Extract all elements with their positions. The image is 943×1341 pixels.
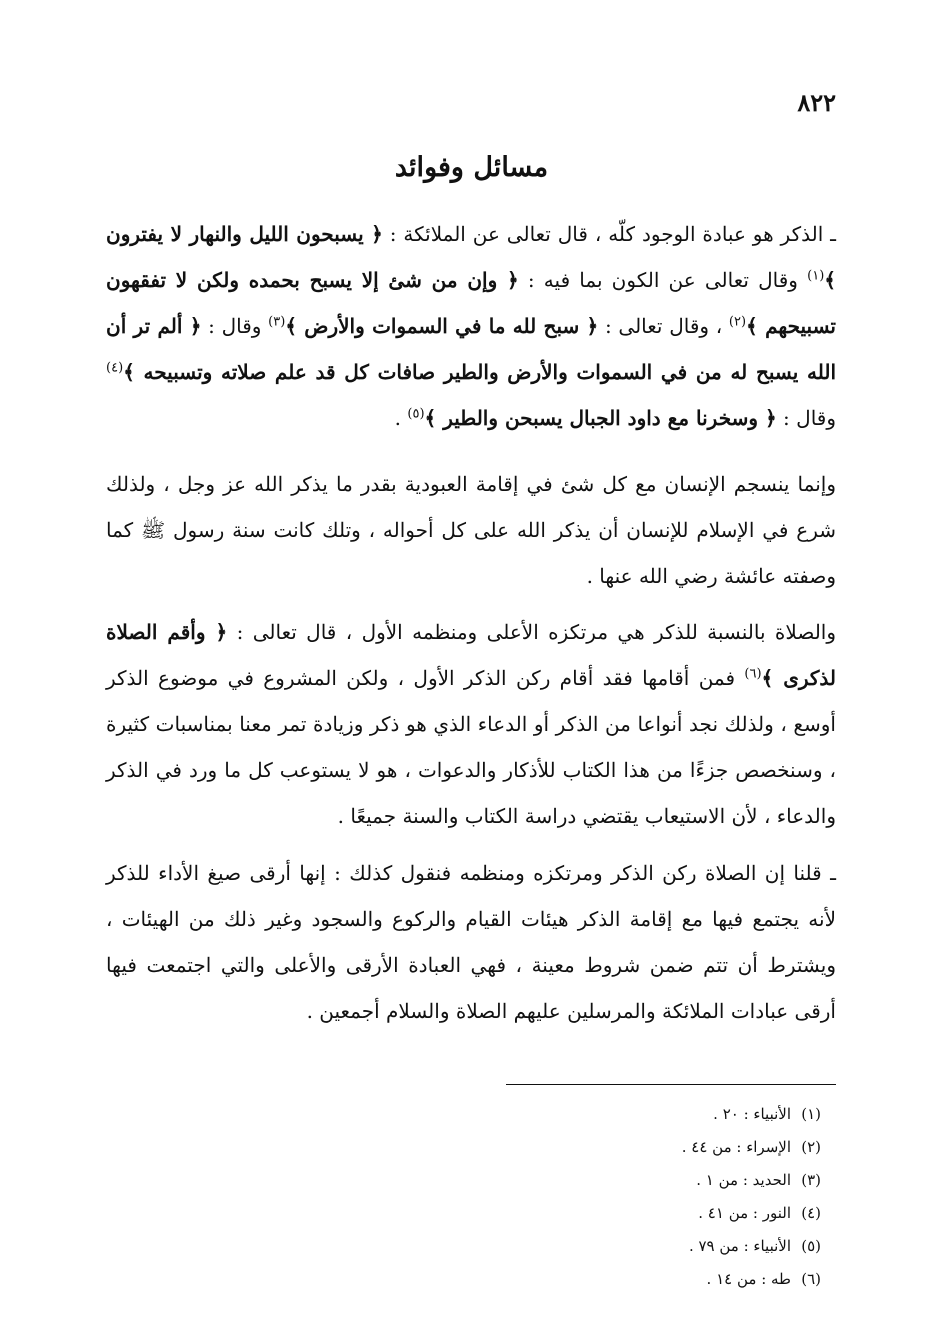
page-number: ٨٢٢ [797,88,836,117]
quran-verse: ﴿ وإن من شئ إلا يسبح بحمده ولكن لا تفقهون تسبيحهم ﴾ [106,268,836,338]
footnote-text: الأنبياء : ٢٠ . [713,1105,791,1123]
footnote-text: النور : من ٤١ . [698,1204,791,1222]
quran-verse: ﴿ وأقم الصلاة لذكرى ﴾ [106,620,836,690]
footnote-reference: (٣) [268,314,286,330]
footnote-divider [506,1084,836,1085]
paragraph-3 [106,609,836,839]
footnote-number: (١) [801,1105,821,1123]
footnote-item [682,1230,821,1263]
footnote-number: (٣) [801,1171,821,1189]
footnote-text: الأنبياء : من ٧٩ . [688,1237,791,1255]
footnote-number: (٦) [801,1270,821,1288]
footnote-item [682,1197,821,1230]
footnote-reference: (١) [807,268,825,284]
quran-verse: ﴿ وسخرنا مع داود الجبال يسبحن والطير ﴾ [424,406,777,430]
paragraph-text: وقال : [776,406,836,430]
footnote-number: (٢) [801,1138,821,1156]
footnote-number: (٥) [801,1237,821,1255]
footnote-text: الإسراء : من ٤٤ . [681,1138,791,1156]
paragraph-text: والصلاة بالنسبة للذكر هي مرتكزه الأعلى ومنظمه الأول ، قال تعالى : [227,620,837,644]
paragraph-4: ـ قلنا إن الصلاة ركن الذكر ومرتكزه ومنظمه فنقول كذلك : إنها أرقى صيغ الأداء للذكر لأنه يجتمع فيها مع إقامة الذكر هيئات القيام والركوع والسجود وغير ذلك من الهيئات ، ويشترط أن تتم ضمن شروط معينة ، فهي العبادة الأرقى والأعلى والتي اجتمعت فيها أرقى عبادات الملائكة والمرسلين عليهم الصلاة والسلام أجمعين . [106,861,836,1023]
footnote-item [682,1131,821,1164]
paragraph-text: وقال : [201,314,269,338]
section-title: مسائل وفوائد [394,152,549,183]
paragraph-1 [106,211,836,441]
paragraph-2: وإنما ينسجم الإنسان مع كل شئ في إقامة العبودية بقدر ما يذكر الله عز وجل ، ولذلك شرع في الإسلام للإنسان أن يذكر الله على كل أحواله ، وتلك كانت سنة رسول ﷺ كما وصفته عائشة رضي الله عنها . [106,472,836,588]
footnote-number: (٤) [801,1204,821,1222]
footnote-text: طه : من ١٤ . [706,1270,791,1288]
footnote-item [682,1263,821,1296]
quran-verse: ﴿ ألم تر أن الله يسبح له من في السموات والأرض والطير صافات كل قد علم صلاته وتسبيحه ﴾ [106,314,836,384]
footnote-reference: (٤) [106,360,124,376]
footnotes-list [682,1098,821,1296]
footnote-item [682,1164,821,1197]
quran-verse: ﴿ سبح لله ما في السموات والأرض ﴾ [285,314,599,338]
footnote-reference: (٦) [744,666,762,682]
footnote-item [682,1098,821,1131]
quran-verse: ﴿ يسبحون الليل والنهار لا يفترون ﴾ [106,222,836,292]
paragraph-text: ، وقال تعالى : [598,314,729,338]
paragraph-text: وقال تعالى عن الكون بما فيه : [518,268,808,292]
paragraph-text: فمن أقامها فقد أقام ركن الذكر الأول ، ولكن المشروع في موضوع الذكر أوسع ، ولذلك نجد أنواعا من الذكر أو الدعاء الذي هو ذكر وزيادة تمر معنا بمناسبات كثيرة ، وسنخصص جزءًا من هذا الكتاب للأذكار والدعوات ، هو لا يستوعب كل ما ورد في الذكر والدعاء ، لأن الاستيعاب يقتضي دراسة الكتاب والسنة جميعًا . [106,666,836,828]
paragraph-text: . [394,406,408,430]
paragraph-text: ـ الذكر هو عبادة الوجود كلّه ، قال تعالى عن الملائكة : [382,222,836,246]
footnote-reference: (٥) [407,406,425,422]
footnote-text: الحديد : من ١ . [696,1171,791,1189]
footnote-reference: (٢) [728,314,747,330]
